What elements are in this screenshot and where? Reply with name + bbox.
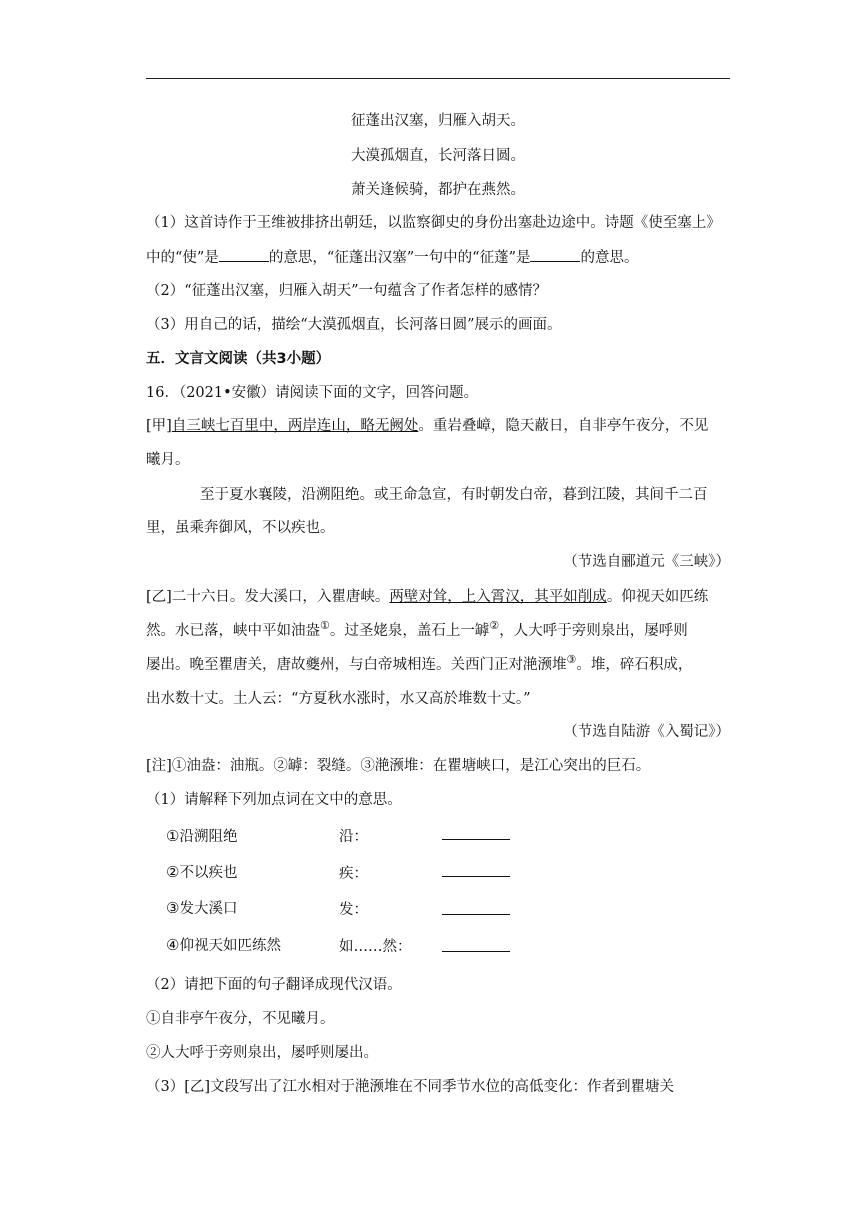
q15-sub1-line1: （1）这首诗作于王维被排挤出朝廷，以监察御史的身份出塞赴边途中。诗题《使至塞上》 (146, 215, 721, 231)
q15-sub2: （2）“征蓬出汉塞，归雁入胡天”一句蕴含了作者怎样的感情？ (146, 283, 548, 299)
vocab-item-phrase: ④仰视天如匹练然 (166, 936, 281, 954)
vocab-item-word: 发： (339, 902, 368, 918)
yi-text: 。过圣姥泉，盖石上一罅 (329, 623, 490, 639)
jia-line-1 (146, 416, 708, 436)
note-marker: ② (489, 619, 500, 633)
yi-underlined-text: 两壁对耸，上入霄汉，其平如削成 (389, 589, 607, 605)
q16-sub2: （2）请把下面的句子翻译成现代汉语。 (146, 977, 402, 993)
translation-item-2: ②人大呼于旁则泉出，屡呼则屡出。 (146, 1045, 378, 1061)
vocab-item-phrase: ①沿溯阻绝 (166, 827, 238, 845)
vocab-item-phrase: ③发大溪口 (166, 899, 238, 917)
answer-blank[interactable] (442, 862, 510, 883)
q15-sub1-line2 (146, 247, 638, 268)
q16-sub1: （1）请解释下列加点词在文中的意思。 (146, 792, 402, 808)
q15-sub1-text-b: 的意思，“征蓬出汉塞”一句中的“征蓬”是 (268, 250, 531, 266)
yi-text: 。堆，碎石积成， (576, 657, 693, 673)
q16-intro: 16．（2021•安徽）请阅读下面的文字，回答问题。 (146, 385, 479, 401)
answer-blank[interactable] (442, 937, 510, 958)
annotations: [注]①油盎：油瓶。②罅：裂缝。③滟滪堆：在瞿塘峡口，是江心突出的巨石。 (146, 758, 651, 774)
yi-text: 然。水已落，峡中平如油盎 (146, 623, 320, 639)
poem-line-3: 萧关逢候骑，都护在燕然。 (351, 182, 525, 198)
vocab-item-word: 如……然： (339, 939, 412, 955)
yi-line-3 (146, 655, 692, 675)
poem-line-2: 大漠孤烟直，长河落日圆。 (351, 148, 525, 164)
jia-underlined-text: 自三峡七百里中，两岸连山，略无阙处 (171, 418, 419, 434)
header-rule (146, 78, 730, 79)
yi-source: （节选自陆游《入蜀记》） (563, 724, 730, 740)
yi-line-2 (146, 621, 688, 641)
q15-sub1-text-a: 中的“使”是 (146, 250, 219, 266)
yi-line-4: 出水数十丈。土人云：“方夏秋水涨时，水又高於堆数十丈。” (146, 691, 531, 707)
answer-blank[interactable] (442, 825, 510, 846)
q16-sub3: （3）[乙]文段写出了江水相对于滟滪堆在不同季节水位的高低变化：作者到瞿塘关 (146, 1079, 675, 1095)
section-heading: 五．文言文阅读（共3小题） (146, 351, 331, 367)
q15-sub1-text-c: 的意思。 (580, 250, 639, 266)
yi-text: ，人大呼于旁则泉出，屡呼则 (499, 623, 688, 639)
yi-text: 屡出。晚至瞿唐关，唐故夔州，与白帝城相连。关西门正对滟滪堆 (146, 657, 567, 673)
jia-tag: [甲] (146, 418, 172, 434)
yi-text-b: 。仰视天如匹练 (606, 589, 709, 605)
answer-blank[interactable] (219, 247, 269, 262)
translation-item-1: ①自非亭午夜分，不见曦月。 (146, 1011, 335, 1027)
jia-line-2: 曦月。 (146, 452, 190, 468)
poem-line-1: 征蓬出汉塞，归雁入胡天。 (351, 113, 525, 129)
jia-p2-line-2: 里，虽乘奔御风，不以疾也。 (146, 520, 335, 536)
q15-sub3: （3）用自己的话，描绘“大漠孤烟直，长河落日圆”展示的画面。 (146, 317, 562, 333)
vocab-item-word: 沿： (339, 829, 368, 845)
answer-blank[interactable] (530, 247, 580, 262)
note-marker: ① (320, 619, 330, 633)
answer-blank[interactable] (442, 900, 510, 921)
jia-text: 。重岩叠嶂，隐天蔽日，自非亭午夜分，不见 (418, 418, 709, 434)
yi-line-1 (146, 587, 708, 607)
vocab-item-word: 疾： (339, 866, 368, 882)
vocab-item-phrase: ②不以疾也 (166, 863, 238, 881)
jia-source: （节选自郦道元《三峡》） (563, 554, 730, 570)
yi-text-a: [乙]二十六日。发大溪口，入瞿唐峡。 (146, 589, 390, 605)
jia-p2-line-1: 至于夏水襄陵，沿溯阻绝。或王命急宣，有时朝发白帝，暮到江陵，其间千二百 (200, 487, 708, 503)
note-marker: ③ (566, 653, 577, 667)
